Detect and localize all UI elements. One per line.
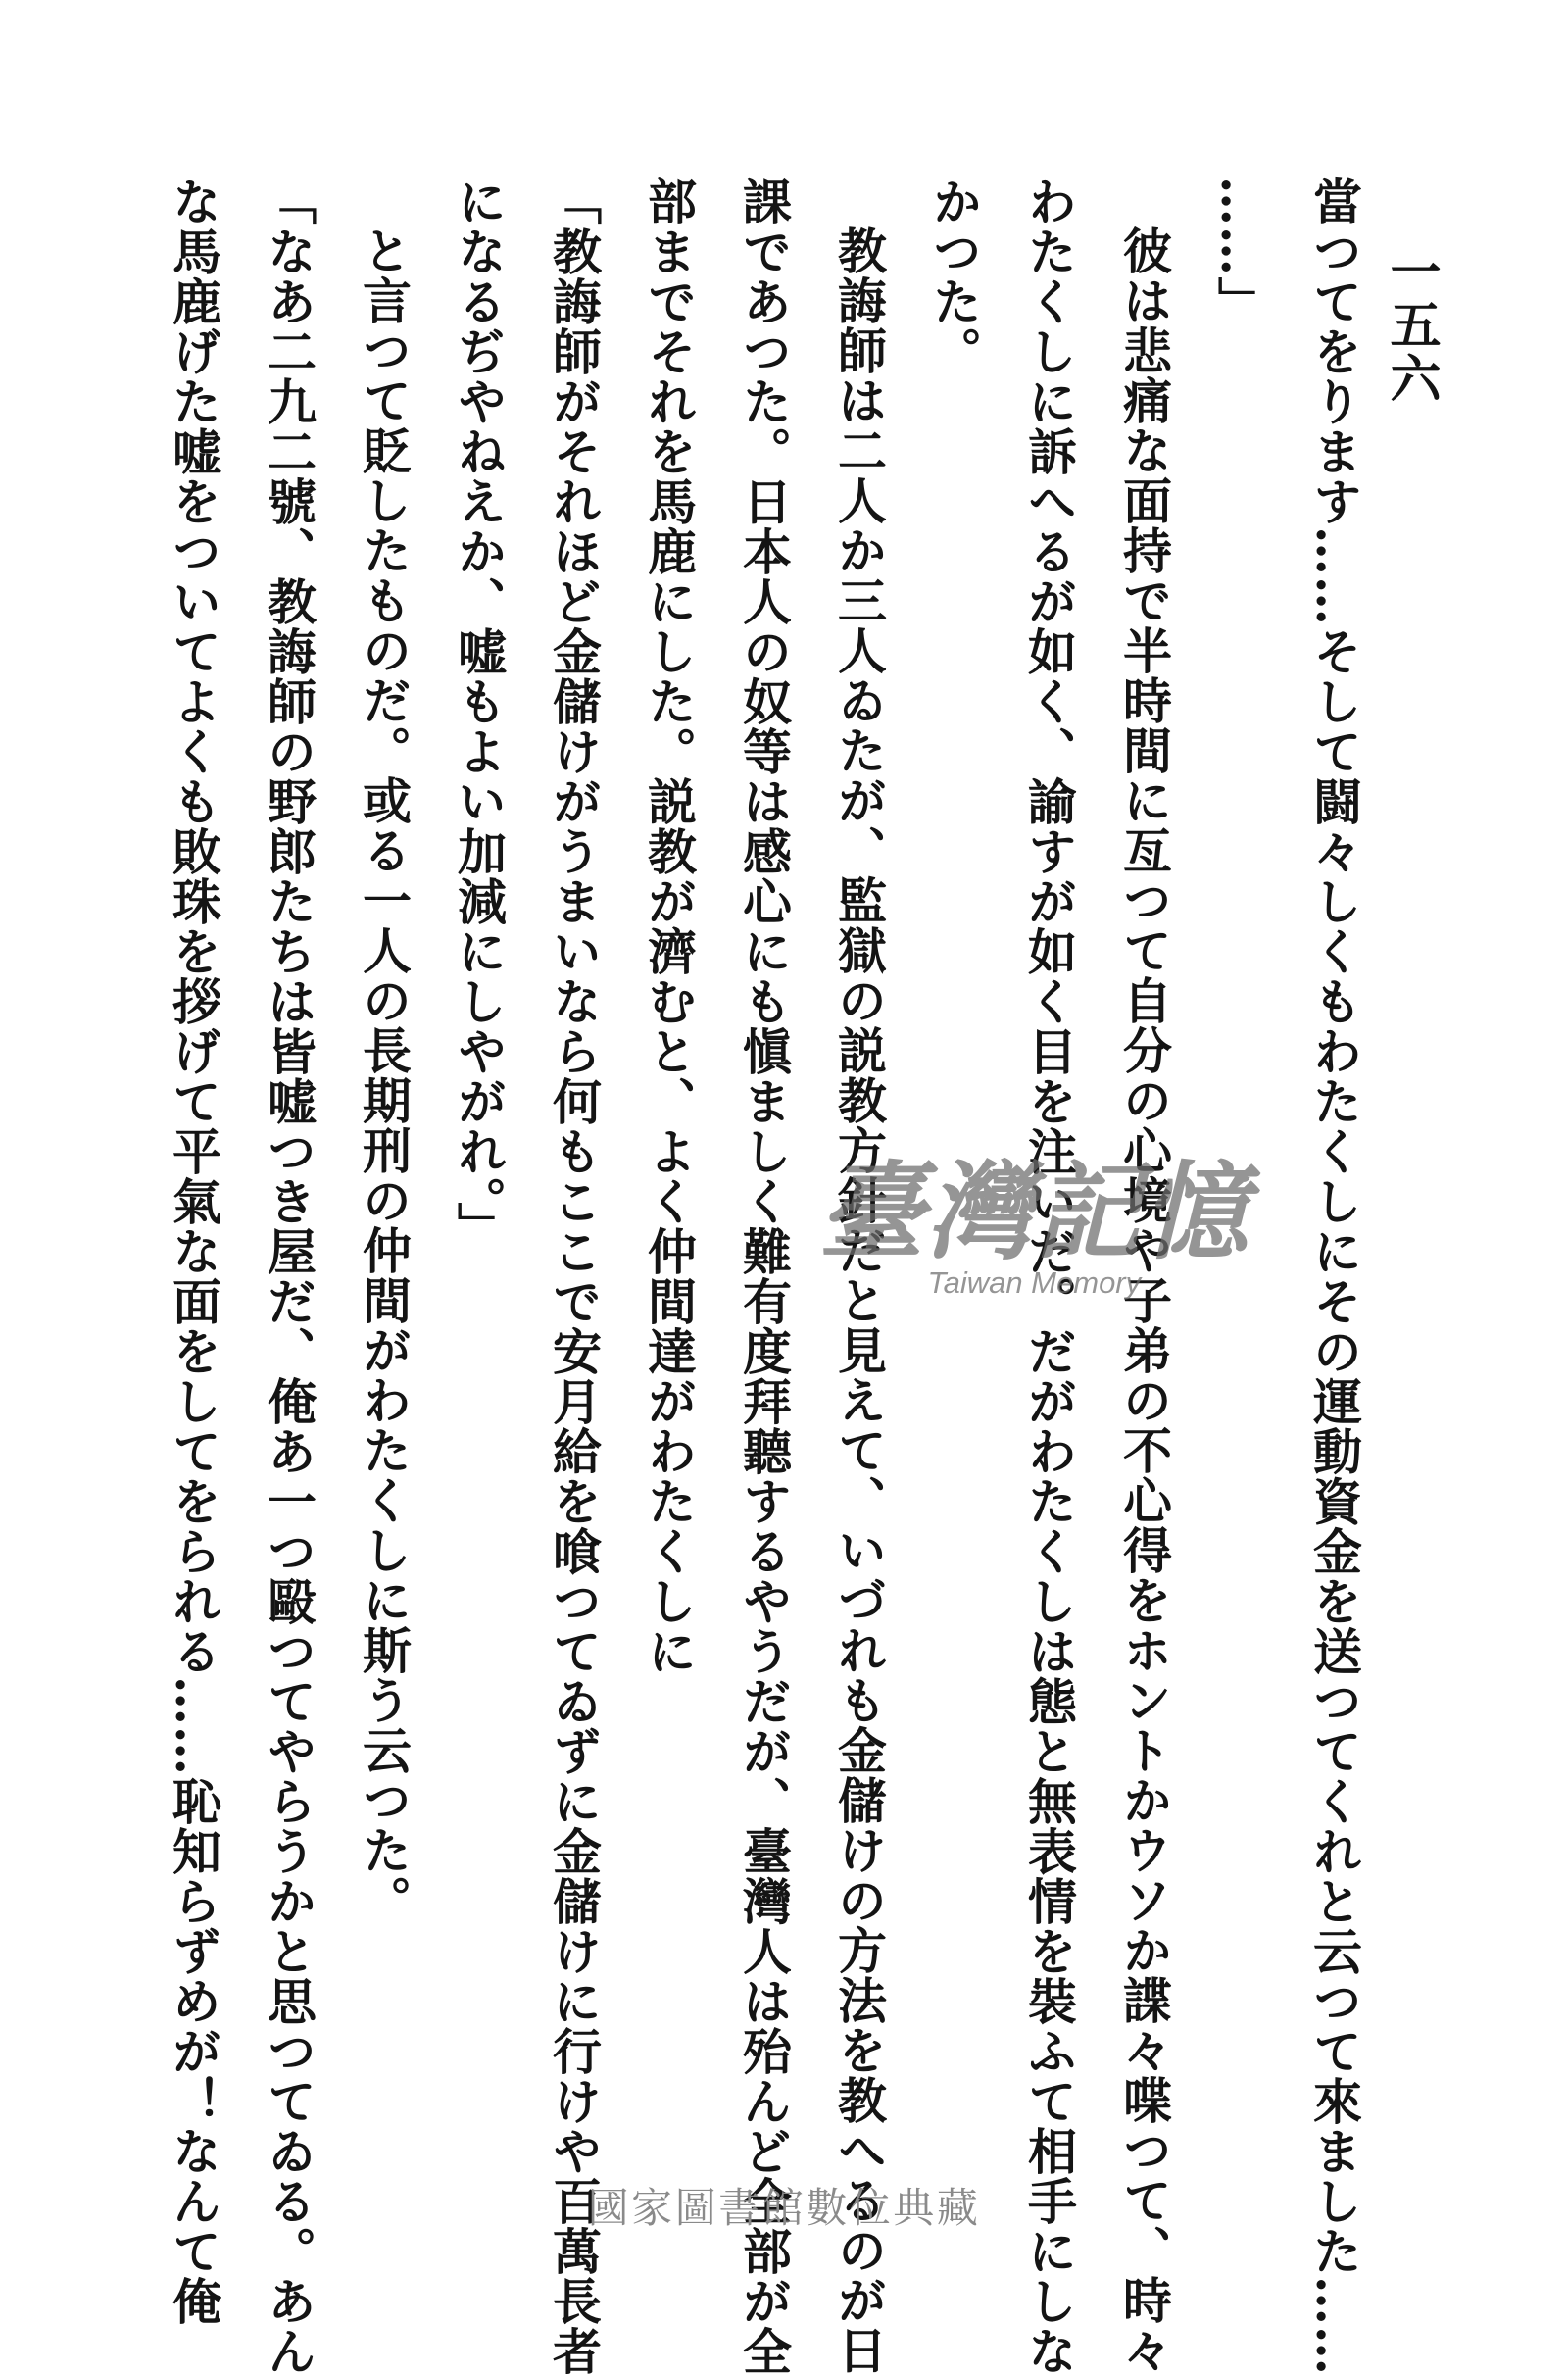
text-line: わたくしに訴へるが如く、諭すが如く目を注いだ。だがわたくしは態と無表情を裝ふて相手にしな — [1020, 176, 1078, 2376]
text-line: 「なあ二九二號、教誨師の野郎たちは皆嘘つき屋だ、俺あ一つ毆つてやらうかと思つてゐる。あん — [260, 176, 318, 2376]
text-line: 教誨師は二人か三人ゐたが、監獄の説教方針だと見えて、いづれも金儲けの方法を教へるのが日 — [830, 225, 888, 2375]
text-line: 彼は悲痛な面持で半時間に亙つて自分の心境や子弟の不心得をホントかウソか諜々喋つて、時々 — [1115, 225, 1173, 2375]
text-line: 部までそれを馬鹿にした。説教が濟むと、よく仲間達がわたくしに — [640, 176, 698, 1676]
text-line: ……」 — [1210, 176, 1268, 326]
text-line: 「教誨師がそれほど金儲けがうまいなら何もここで安月給を喰つてゐずに金儲けに行けや百萬長者 — [545, 176, 603, 2376]
text-line: 課であつた。日本人の奴等は感心にも愼ましく難有度拜聽するやうだが、臺灣人は殆んど全部が全 — [735, 176, 793, 2376]
watermark-logo-text: 臺灣記憶 — [818, 1151, 1250, 1274]
page-number: 一五六 — [1381, 245, 1441, 406]
watermark — [818, 1127, 1250, 1301]
footer-caption: 國家圖書館數位典藏 — [587, 2184, 981, 2232]
text-line: な馬鹿げた嘘をついてよくも敗珠を拶げて平氣な面をしてをられる……恥知らずめが！なんて俺 — [165, 176, 222, 2326]
text-line: 當つてをります……そして闘々しくもわたくしにその運動資金を送つてくれと云つて來ました…… — [1305, 176, 1363, 2376]
text-line: と言つて貶したものだ。或る一人の長期刑の仲間がわたくしに斯う云つた。 — [355, 225, 413, 1925]
text-line: かつた。 — [925, 176, 983, 376]
watermark-subtitle: Taiwan Memory — [927, 1265, 1142, 1300]
text-line: になるぢやねえか、嘘もよい加減にしやがれ。」 — [450, 176, 508, 1252]
